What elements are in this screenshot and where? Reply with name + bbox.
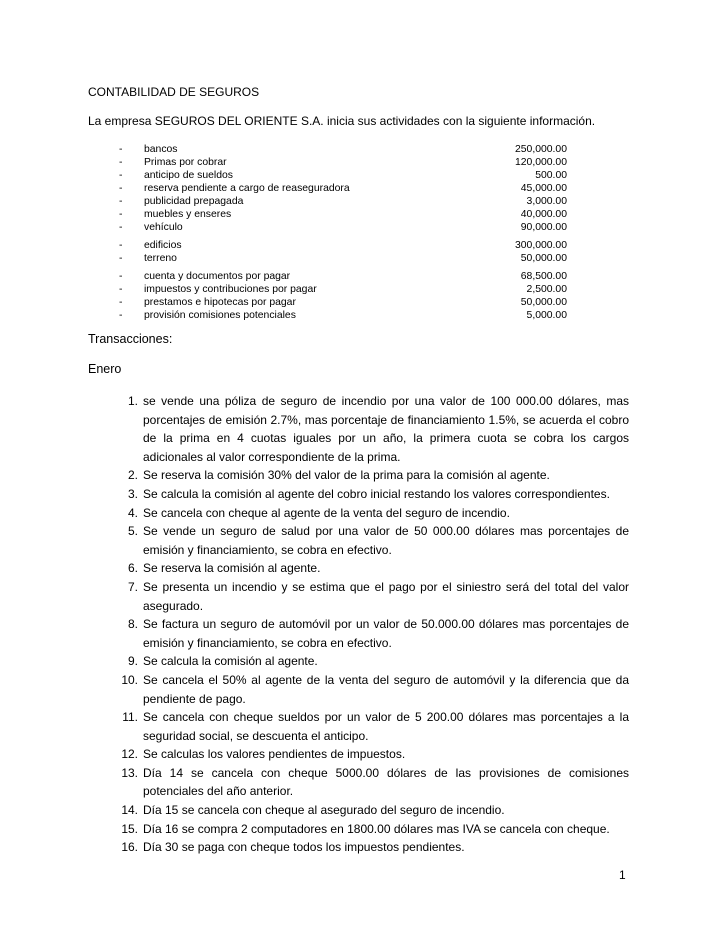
account-row xyxy=(119,195,567,208)
account-name: anticipo de sueldos xyxy=(144,170,233,181)
account-group xyxy=(119,143,567,234)
account-amount: 120,000.00 xyxy=(514,157,567,168)
bullet-dash: - xyxy=(119,297,123,308)
bullet-dash: - xyxy=(119,284,123,295)
transaction-number: 7. xyxy=(127,579,138,594)
account-name: edificios xyxy=(144,240,182,251)
account-row xyxy=(119,283,567,296)
account-name: impuestos y contribuciones por pagar xyxy=(144,284,317,295)
account-row xyxy=(119,252,567,265)
transaction-number: 2. xyxy=(127,468,138,483)
account-row xyxy=(119,296,567,309)
document-title: CONTABILIDAD DE SEGUROS xyxy=(88,85,260,99)
transaction-item xyxy=(88,392,629,466)
transaction-text: Se vende un seguro de salud por una valor de 50 000.00 dólares mas porcentajes de emisión y financiamiento, se cobra en efectivo. xyxy=(143,524,629,557)
account-amount: 45,000.00 xyxy=(520,183,567,194)
transaction-list xyxy=(88,392,629,857)
account-name: Primas por cobrar xyxy=(144,157,227,168)
transaction-number: 4. xyxy=(127,505,138,520)
transaction-text: Se calcula la comisión al agente. xyxy=(143,654,318,669)
transaction-item xyxy=(88,559,629,578)
transaction-number: 9. xyxy=(127,654,138,669)
transaction-item xyxy=(88,801,629,820)
account-name: prestamos e hipotecas por pagar xyxy=(144,297,296,308)
account-row xyxy=(119,221,567,234)
transaction-text: Se cancela con cheque sueldos por un valor de 5 200.00 dólares mas porcentajes a la seguridad social, se descuenta el anticipo. xyxy=(143,710,629,743)
account-amount: 40,000.00 xyxy=(520,209,567,220)
account-amount: 90,000.00 xyxy=(520,222,567,233)
transaction-item xyxy=(88,485,629,504)
account-amount: 500.00 xyxy=(535,170,567,181)
account-amount: 50,000.00 xyxy=(520,253,567,264)
transaction-item xyxy=(88,671,629,708)
transaction-text: Día 30 se paga con cheque todos los impuestos pendientes. xyxy=(143,840,465,855)
bullet-dash: - xyxy=(119,196,123,207)
transaction-number: 10. xyxy=(121,672,138,687)
account-row xyxy=(119,309,567,322)
account-amount: 2,500.00 xyxy=(526,284,567,295)
transaction-number: 14. xyxy=(121,803,138,818)
account-name: muebles y enseres xyxy=(144,209,232,220)
account-row xyxy=(119,239,567,252)
account-row xyxy=(119,208,567,221)
account-name: bancos xyxy=(144,144,178,155)
transaction-text: Día 16 se compra 2 computadores en 1800.00 dólares mas IVA se cancela con cheque. xyxy=(143,821,610,836)
intro-paragraph: La empresa SEGUROS DEL ORIENTE S.A. inicia sus actividades con la siguiente información. xyxy=(88,114,596,128)
bullet-dash: - xyxy=(119,271,123,282)
transaction-item xyxy=(88,764,629,801)
transaction-item xyxy=(88,838,629,857)
account-amount: 5,000.00 xyxy=(526,310,567,321)
transaction-number: 15. xyxy=(121,821,138,836)
transaction-item xyxy=(88,708,629,745)
transactions-heading: Transacciones: xyxy=(88,332,173,346)
page-number: 1 xyxy=(619,868,626,882)
bullet-dash: - xyxy=(119,209,123,220)
transaction-text: Se factura un seguro de automóvil por un valor de 50.000.00 dólares mas porcentajes de emisión y financiamiento, se cobra en efectivo. xyxy=(143,617,629,650)
transaction-number: 16. xyxy=(121,840,138,855)
transaction-number: 6. xyxy=(127,561,138,576)
account-name: cuenta y documentos por pagar xyxy=(144,271,291,282)
account-amount: 250,000.00 xyxy=(514,144,567,155)
transaction-item xyxy=(88,466,629,485)
account-row xyxy=(119,270,567,283)
transaction-text: Se reserva la comisión al agente. xyxy=(143,561,321,576)
bullet-dash: - xyxy=(119,144,123,155)
transaction-number: 12. xyxy=(121,747,138,762)
account-name: provisión comisiones potenciales xyxy=(144,310,296,321)
account-row xyxy=(119,143,567,156)
bullet-dash: - xyxy=(119,183,123,194)
transaction-number: 11. xyxy=(122,710,138,725)
bullet-dash: - xyxy=(119,222,123,233)
bullet-dash: - xyxy=(119,253,123,264)
account-name: vehículo xyxy=(144,222,183,233)
transaction-text: Se calculas los valores pendientes de impuestos. xyxy=(143,747,406,762)
transaction-text: Se calcula la comisión al agente del cobro inicial restando los valores correspondientes. xyxy=(143,486,610,501)
account-amount: 68,500.00 xyxy=(520,271,567,282)
transaction-text: Día 14 se cancela con cheque 5000.00 dólares de las provisiones de comisiones potenciales del año anterior. xyxy=(143,765,629,799)
bullet-dash: - xyxy=(119,157,123,168)
bullet-dash: - xyxy=(119,240,123,251)
transaction-item xyxy=(88,615,629,652)
bullet-dash: - xyxy=(119,310,123,321)
account-name: publicidad prepagada xyxy=(144,196,244,207)
transaction-item xyxy=(88,504,629,523)
bullet-dash: - xyxy=(119,170,123,181)
account-group xyxy=(119,239,567,265)
account-row xyxy=(119,182,567,195)
account-group xyxy=(119,270,567,322)
transaction-item xyxy=(88,745,629,764)
transaction-item xyxy=(88,578,629,615)
account-list xyxy=(119,143,567,327)
account-row xyxy=(119,156,567,169)
account-amount: 300,000.00 xyxy=(514,240,567,251)
account-row xyxy=(119,169,567,182)
transaction-number: 8. xyxy=(127,617,138,632)
transaction-text: Se cancela el 50% al agente de la venta del seguro de automóvil y la diferencia que da pendiente de pago. xyxy=(143,672,629,706)
transaction-item xyxy=(88,820,629,839)
account-name: terreno xyxy=(144,253,177,264)
transaction-text: Se reserva la comisión 30% del valor de la prima para la comisión al agente. xyxy=(143,468,550,483)
transaction-number: 3. xyxy=(127,486,138,501)
transaction-number: 5. xyxy=(127,524,138,539)
account-amount: 50,000.00 xyxy=(520,297,567,308)
transaction-text: Se presenta un incendio y se estima que el pago por el siniestro será del total del valor asegurado. xyxy=(143,579,629,613)
transaction-number: 1. xyxy=(127,394,138,408)
transaction-text: Se cancela con cheque al agente de la venta del seguro de incendio. xyxy=(143,505,510,520)
account-name: reserva pendiente a cargo de reaseguradora xyxy=(144,183,350,194)
transaction-item xyxy=(88,652,629,671)
transaction-text: Día 15 se cancela con cheque al asegurado del seguro de incendio. xyxy=(143,803,505,818)
account-amount: 3,000.00 xyxy=(526,196,567,207)
transaction-text: se vende una póliza de seguro de incendio por una valor de 100 000.00 dólares, mas porcentajes de emisión 2.7%, mas porcentaje de financiamiento 1.5%, se acuerda el cobro de la prima en 4 cuotas iguales por un año, la primera cuota se cobra los cargos adicionales al valor correspondiente de la prima. xyxy=(143,394,629,464)
transaction-number: 13. xyxy=(121,765,138,780)
month-heading: Enero xyxy=(88,362,122,376)
transaction-item xyxy=(88,522,629,559)
